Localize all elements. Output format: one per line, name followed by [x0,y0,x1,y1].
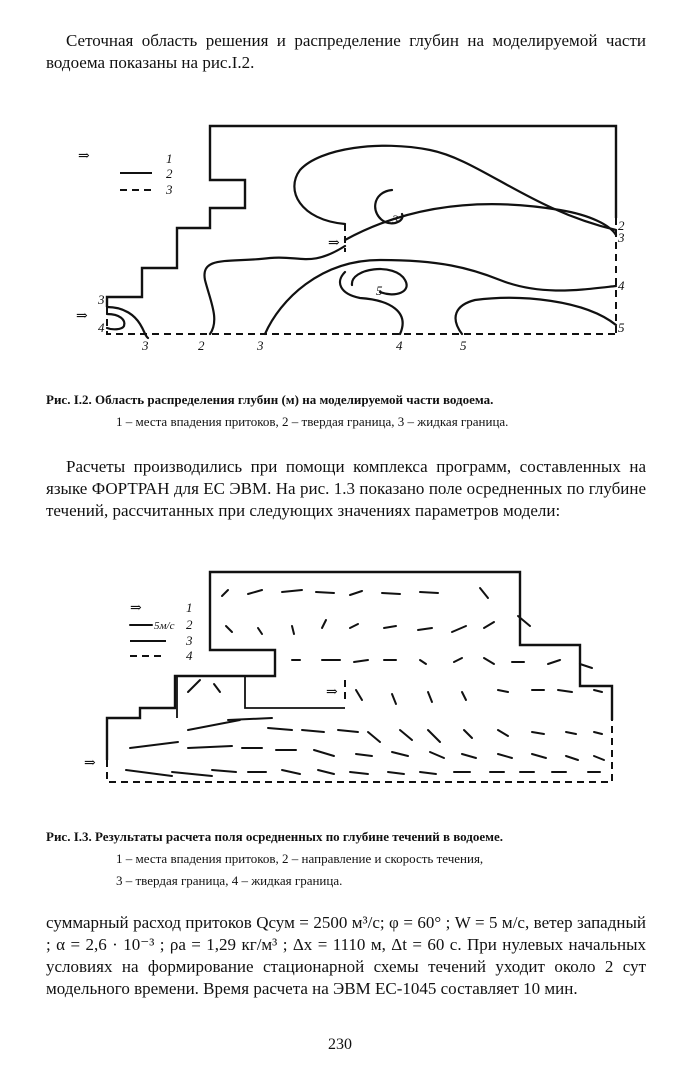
current-vector [130,742,178,748]
current-vector [268,728,292,730]
current-vector [248,590,262,594]
inflow-arrow-2-icon: ⇒ [84,756,96,771]
legend-label-3: 3 [166,182,173,197]
current-vector [498,754,512,758]
bottom-label-3b: 3 [257,338,264,353]
current-vector [356,754,372,756]
bottom-label-2: 2 [198,338,205,353]
current-vector [498,730,508,736]
inflow-arrow-icon: ⇒ [76,309,88,324]
current-vector [350,624,358,628]
figure-2-caption-line3: 3 – твердая граница, 4 – жидкая граница. [116,873,343,888]
inflow-arrow-2-inner-icon: ⇒ [326,685,338,700]
inflow-label-3: 3 [98,292,105,307]
legend-2-label-3: 3 [186,633,193,648]
current-vector [464,730,472,738]
current-vector [594,732,602,734]
figure-1-caption-legend: 1 – места впадения притоков, 2 – твердая граница, 3 – жидкая граница. [116,414,509,429]
bottom-label-3a: 3 [142,338,149,353]
current-vector [430,752,444,758]
current-vector [428,730,440,742]
current-vector [228,718,272,720]
right-label-5: 5 [618,320,625,335]
current-vector [594,756,604,760]
current-vector [392,694,396,704]
parameters-paragraph: суммарный расход притоков Qсум = 2500 м³/с; φ = 60° ; W = 5 м/с, ветер западный ; α = 2,6 · 10⁻³ ; ρa = 1,29 кг/м³ ; Δx = 1110 м, Δt = 60 с. При нулевых начальных условиях на формирование стационарной схемы течений уходит около 2 сут модельного времени. Время расчета на ЭВМ ЕС-1045 составляет 10 мин. [46,913,646,998]
current-vector [388,772,404,774]
figure-2-caption [46,826,666,892]
current-vector [338,730,358,732]
current-vector [282,770,300,774]
legend-label-2: 2 [166,166,173,181]
current-vector [322,620,326,628]
current-vector [594,690,602,692]
current-vector [452,626,466,632]
legend-label-1: 1 [166,151,173,166]
current-vector [428,692,432,702]
methods-paragraph: Расчеты производились при помощи комплекса программ, составленных на языке ФОРТРАН для ЕС ЭВМ. На рис. 1.3 показано поле осредненных по глубине течений, рассчитанных при следующих значениях параметров модели: [46,457,646,520]
current-vector [418,628,432,630]
current-vector [302,730,324,732]
current-vector [462,692,466,700]
current-vector [548,660,560,664]
legend-2-inflow-icon: ⇒ [130,601,142,616]
current-vector [498,690,508,692]
current-vector [368,732,380,742]
current-vector [126,770,172,776]
bottom-label-4: 4 [396,338,403,353]
current-vector [318,770,334,774]
contour-label-5: 5 [376,283,383,298]
right-label-2: 2 [618,218,625,233]
inflow-arrow-inner-icon: ⇒ [328,236,340,251]
current-vector [188,746,232,748]
figure-2-caption-line2: 1 – места впадения притоков, 2 – направление и скорость течения, [116,851,484,866]
current-vector [226,626,232,632]
legend-2-label-4: 4 [186,648,193,663]
current-vector [354,660,368,662]
current-vector [292,626,294,634]
current-vector [350,591,362,595]
current-vector [532,732,544,734]
figure-1-caption-title: Рис. I.2. Область распределения глубин (м) на моделируемой части водоема. [46,392,494,407]
current-vector [532,754,546,758]
legend-speed-scale: 5м/с [154,620,175,632]
current-vector [420,660,426,664]
legend-inflow-symbol-icon: ⇒ [78,149,90,164]
intro-paragraph: Сеточная область решения и распределение глубин на моделируемой части водоема показаны на рис.I.2. [46,31,646,72]
current-vector [480,588,488,598]
legend-2-label-1: 1 [186,600,193,615]
legend-2-label-2: 2 [186,617,193,632]
current-vector [420,772,436,774]
current-vector [188,680,200,692]
current-vectors [126,588,604,776]
current-vector [400,730,412,740]
current-vector [420,592,438,593]
inflow-label-4: 4 [98,320,105,335]
current-vector [314,750,334,756]
current-vector [222,590,228,596]
current-vector [392,752,408,756]
right-label-4: 4 [618,278,625,293]
current-vector [258,628,262,634]
current-vector [454,658,462,662]
current-vector [188,720,240,730]
current-vector [484,658,494,664]
inner-landmass [177,676,345,718]
current-vector [350,772,368,774]
current-vector [356,690,362,700]
right-label-3: 3 [618,230,625,245]
figure-2-caption-title: Рис. I.3. Результаты расчета поля осредненных по глубине течений в водоеме. [46,829,503,844]
current-vector [212,770,236,772]
current-vector [484,622,494,628]
page-number: 230 [328,1036,352,1053]
contour-label-3: 3 [392,212,399,227]
current-vector [566,756,578,760]
bottom-label-5: 5 [460,338,467,353]
current-vector [566,732,576,734]
current-vector [558,690,572,692]
current-vector [382,593,400,594]
current-vector [462,754,476,758]
current-vector [172,772,212,776]
current-vector [214,684,220,692]
current-vector [384,626,396,628]
current-vector [580,664,592,668]
current-vector [316,592,334,593]
current-vector [282,590,302,592]
